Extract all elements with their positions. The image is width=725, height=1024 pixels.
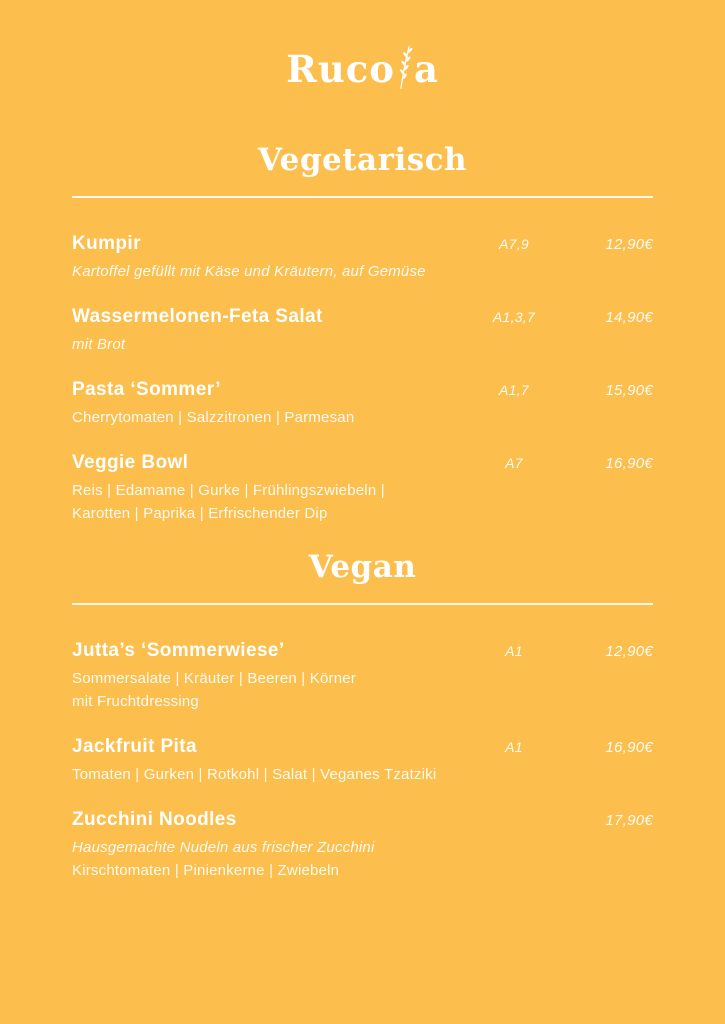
allergen-codes: A7 bbox=[505, 455, 523, 471]
allergen-codes: A1,7 bbox=[499, 382, 529, 398]
allergen-codes: A7,9 bbox=[499, 236, 529, 252]
description-line: Sommersalate | Kräuter | Beeren | Körner bbox=[72, 670, 356, 687]
description-line: Cherrytomaten | Salzzitronen | Parmesan bbox=[72, 409, 355, 426]
menu-item bbox=[72, 735, 653, 786]
menu-item-price: 12,90€ bbox=[605, 643, 653, 660]
allergen-codes: A1,3,7 bbox=[492, 309, 536, 325]
description-line: Reis | Edamame | Gurke | Frühlingszwiebeln | bbox=[72, 482, 385, 499]
menu-item-header bbox=[72, 451, 653, 475]
menu-item bbox=[72, 232, 653, 283]
allergen-codes: A1 bbox=[505, 643, 523, 659]
menu-item bbox=[72, 639, 653, 713]
allergen-codes: A1 bbox=[505, 739, 523, 755]
section-divider bbox=[72, 196, 653, 198]
description-line: Kartoffel gefüllt mit Käse und Kräutern, auf Gemüse bbox=[72, 263, 426, 280]
menu-item-description bbox=[72, 479, 653, 525]
menu-item-price: 12,90€ bbox=[605, 236, 653, 253]
logo-text-start: Ruco bbox=[286, 47, 395, 91]
description-line: mit Fruchtdressing bbox=[72, 693, 199, 710]
menu-item-header bbox=[72, 639, 653, 663]
menu-item-price: 16,90€ bbox=[605, 739, 653, 756]
description-line: mit Brot bbox=[72, 336, 126, 353]
description-line: Hausgemachte Nudeln aus frischer Zucchini bbox=[72, 839, 375, 856]
section-divider bbox=[72, 603, 653, 605]
menu-item bbox=[72, 378, 653, 429]
description-line: Tomaten | Gurken | Rotkohl | Salat | Veganes Tzatziki bbox=[72, 766, 437, 783]
menu-item-description bbox=[72, 836, 653, 882]
menu-item-name: Jackfruit Pita bbox=[72, 736, 197, 757]
menu-item-name: Pasta ‘Sommer’ bbox=[72, 379, 221, 400]
menu-item-description bbox=[72, 333, 653, 356]
section-title: Vegan bbox=[308, 549, 417, 585]
description-line: Karotten | Paprika | Erfrischender Dip bbox=[72, 505, 328, 522]
menu-item-name: Zucchini Noodles bbox=[72, 809, 237, 830]
menu-item-description bbox=[72, 260, 653, 283]
menu-item-name: Kumpir bbox=[72, 233, 141, 254]
menu-item bbox=[72, 808, 653, 882]
menu-item-description bbox=[72, 667, 653, 713]
menu-item-name: Jutta’s ‘Sommerwiese’ bbox=[72, 640, 285, 661]
menu-item-header bbox=[72, 735, 653, 759]
menu-item-description bbox=[72, 763, 653, 786]
menu-item-header bbox=[72, 378, 653, 402]
menu-item-header bbox=[72, 232, 653, 256]
menu-item-name: Wassermelonen-Feta Salat bbox=[72, 306, 323, 327]
menu-item-price: 17,90€ bbox=[605, 812, 653, 829]
section-title: Vegetarisch bbox=[257, 142, 468, 178]
menu-item-header bbox=[72, 808, 653, 832]
menu-item bbox=[72, 305, 653, 356]
restaurant-logo bbox=[72, 40, 653, 98]
arugula-leaf-icon bbox=[396, 43, 413, 91]
menu-item-price: 14,90€ bbox=[605, 309, 653, 326]
menu-item-price: 15,90€ bbox=[605, 382, 653, 399]
logo-text-end: a bbox=[413, 47, 439, 91]
menu-item-price: 16,90€ bbox=[605, 455, 653, 472]
menu-item bbox=[72, 451, 653, 525]
menu-section-vegetarisch bbox=[72, 140, 653, 525]
menu-item-name: Veggie Bowl bbox=[72, 452, 189, 473]
menu-sections bbox=[72, 140, 653, 882]
description-line: Kirschtomaten | Pinienkerne | Zwiebeln bbox=[72, 862, 340, 879]
menu-item-header bbox=[72, 305, 653, 329]
menu-item-description bbox=[72, 406, 653, 429]
menu-section-vegan bbox=[72, 547, 653, 882]
